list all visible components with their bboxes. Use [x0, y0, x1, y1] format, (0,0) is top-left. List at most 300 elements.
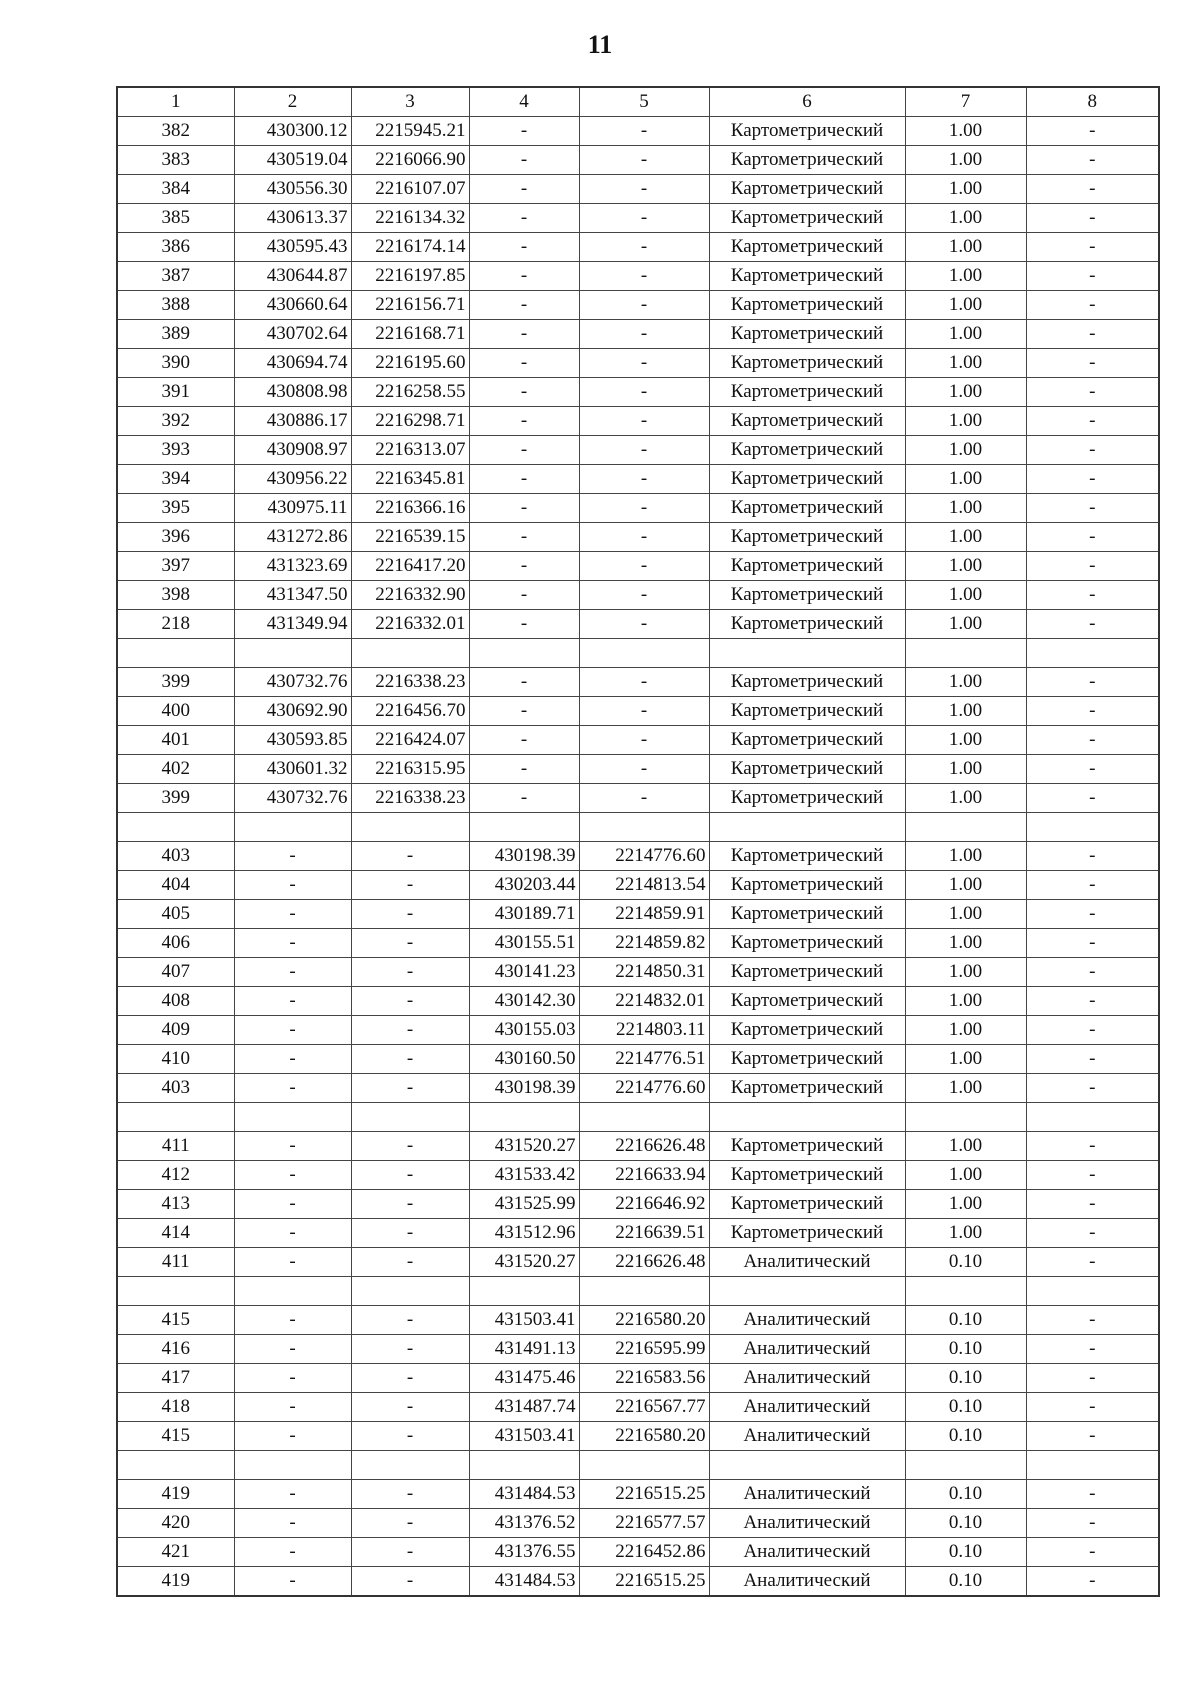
- cell-col-4: -: [469, 465, 579, 494]
- cell-col-5: -: [579, 117, 709, 146]
- cell-col-2: -: [234, 929, 351, 958]
- cell-col-1: 393: [117, 436, 234, 465]
- cell-col-6: Картометрический: [709, 581, 905, 610]
- cell-col-1: 388: [117, 291, 234, 320]
- empty-cell: [579, 813, 709, 842]
- cell-col-6: Картометрический: [709, 465, 905, 494]
- cell-col-6: Картометрический: [709, 407, 905, 436]
- cell-col-6: Картометрический: [709, 929, 905, 958]
- cell-col-6: Картометрический: [709, 1132, 905, 1161]
- cell-col-2: 430702.64: [234, 320, 351, 349]
- cell-col-7: 0.10: [905, 1393, 1026, 1422]
- empty-cell: [579, 639, 709, 668]
- cell-col-6: Аналитический: [709, 1364, 905, 1393]
- cell-col-7: 1.00: [905, 320, 1026, 349]
- cell-col-8: -: [1026, 291, 1159, 320]
- empty-cell: [469, 639, 579, 668]
- cell-col-4: 431520.27: [469, 1132, 579, 1161]
- table-row: [117, 1248, 1159, 1277]
- cell-col-3: 2215945.21: [351, 117, 469, 146]
- cell-col-3: 2216315.95: [351, 755, 469, 784]
- cell-col-5: -: [579, 436, 709, 465]
- cell-col-1: 409: [117, 1016, 234, 1045]
- cell-col-4: -: [469, 523, 579, 552]
- cell-col-7: 1.00: [905, 755, 1026, 784]
- cell-col-8: -: [1026, 1045, 1159, 1074]
- table-row: [117, 1306, 1159, 1335]
- table-row: [117, 494, 1159, 523]
- cell-col-4: 430142.30: [469, 987, 579, 1016]
- cell-col-2: -: [234, 1335, 351, 1364]
- cell-col-7: 1.00: [905, 958, 1026, 987]
- column-header-5: 5: [579, 87, 709, 117]
- cell-col-7: 1.00: [905, 610, 1026, 639]
- cell-col-5: -: [579, 407, 709, 436]
- cell-col-8: -: [1026, 987, 1159, 1016]
- cell-col-3: -: [351, 842, 469, 871]
- cell-col-1: 406: [117, 929, 234, 958]
- cell-col-7: 1.00: [905, 146, 1026, 175]
- cell-col-7: 1.00: [905, 726, 1026, 755]
- empty-cell: [579, 1103, 709, 1132]
- cell-col-4: -: [469, 175, 579, 204]
- cell-col-6: Картометрический: [709, 204, 905, 233]
- empty-cell: [351, 1103, 469, 1132]
- cell-col-4: 431376.52: [469, 1509, 579, 1538]
- cell-col-1: 415: [117, 1306, 234, 1335]
- empty-cell: [117, 1103, 234, 1132]
- cell-col-3: -: [351, 958, 469, 987]
- cell-col-2: -: [234, 1306, 351, 1335]
- cell-col-7: 1.00: [905, 407, 1026, 436]
- cell-col-1: 396: [117, 523, 234, 552]
- table-row: [117, 436, 1159, 465]
- cell-col-1: 408: [117, 987, 234, 1016]
- cell-col-3: -: [351, 1422, 469, 1451]
- table-row: [117, 842, 1159, 871]
- cell-col-2: 430694.74: [234, 349, 351, 378]
- cell-col-5: -: [579, 233, 709, 262]
- cell-col-6: Аналитический: [709, 1335, 905, 1364]
- cell-col-6: Картометрический: [709, 842, 905, 871]
- column-header-1: 1: [117, 87, 234, 117]
- cell-col-3: 2216338.23: [351, 784, 469, 813]
- cell-col-1: 399: [117, 668, 234, 697]
- cell-col-4: 431520.27: [469, 1248, 579, 1277]
- empty-cell: [709, 1277, 905, 1306]
- table-row: [117, 233, 1159, 262]
- cell-col-3: -: [351, 1074, 469, 1103]
- cell-col-5: -: [579, 784, 709, 813]
- cell-col-5: 2214803.11: [579, 1016, 709, 1045]
- cell-col-6: Аналитический: [709, 1393, 905, 1422]
- cell-col-1: 403: [117, 842, 234, 871]
- table-row: [117, 1074, 1159, 1103]
- table-row: [117, 465, 1159, 494]
- cell-col-1: 417: [117, 1364, 234, 1393]
- cell-col-8: -: [1026, 1190, 1159, 1219]
- cell-col-3: -: [351, 1335, 469, 1364]
- cell-col-1: 385: [117, 204, 234, 233]
- empty-cell: [117, 639, 234, 668]
- cell-col-4: 431475.46: [469, 1364, 579, 1393]
- cell-col-5: -: [579, 204, 709, 233]
- cell-col-5: 2216595.99: [579, 1335, 709, 1364]
- cell-col-3: -: [351, 900, 469, 929]
- table-row: [117, 146, 1159, 175]
- section-separator-row: [117, 813, 1159, 842]
- empty-cell: [234, 1103, 351, 1132]
- cell-col-3: -: [351, 1306, 469, 1335]
- cell-col-2: -: [234, 1422, 351, 1451]
- cell-col-2: -: [234, 1190, 351, 1219]
- table-row: [117, 958, 1159, 987]
- cell-col-2: -: [234, 1161, 351, 1190]
- empty-cell: [234, 1451, 351, 1480]
- cell-col-3: 2216156.71: [351, 291, 469, 320]
- cell-col-8: -: [1026, 523, 1159, 552]
- cell-col-2: 430732.76: [234, 668, 351, 697]
- cell-col-1: 394: [117, 465, 234, 494]
- cell-col-3: 2216338.23: [351, 668, 469, 697]
- cell-col-1: 402: [117, 755, 234, 784]
- cell-col-6: Картометрический: [709, 784, 905, 813]
- cell-col-7: 0.10: [905, 1364, 1026, 1393]
- cell-col-5: -: [579, 755, 709, 784]
- cell-col-5: 2214850.31: [579, 958, 709, 987]
- cell-col-5: 2216626.48: [579, 1248, 709, 1277]
- cell-col-3: 2216417.20: [351, 552, 469, 581]
- cell-col-7: 1.00: [905, 1045, 1026, 1074]
- cell-col-5: -: [579, 726, 709, 755]
- column-header-6: 6: [709, 87, 905, 117]
- cell-col-3: -: [351, 1248, 469, 1277]
- cell-col-5: -: [579, 291, 709, 320]
- cell-col-8: -: [1026, 1016, 1159, 1045]
- cell-col-2: 430660.64: [234, 291, 351, 320]
- table-row: [117, 871, 1159, 900]
- cell-col-8: -: [1026, 900, 1159, 929]
- table-row: [117, 117, 1159, 146]
- cell-col-4: -: [469, 494, 579, 523]
- cell-col-6: Картометрический: [709, 146, 905, 175]
- cell-col-3: -: [351, 1045, 469, 1074]
- table-row: [117, 610, 1159, 639]
- cell-col-3: 2216174.14: [351, 233, 469, 262]
- cell-col-8: -: [1026, 320, 1159, 349]
- cell-col-4: 431484.53: [469, 1480, 579, 1509]
- column-header-2: 2: [234, 87, 351, 117]
- cell-col-7: 0.10: [905, 1422, 1026, 1451]
- cell-col-8: -: [1026, 929, 1159, 958]
- cell-col-6: Картометрический: [709, 610, 905, 639]
- table-row: [117, 291, 1159, 320]
- cell-col-5: -: [579, 349, 709, 378]
- cell-col-3: -: [351, 1480, 469, 1509]
- cell-col-8: -: [1026, 262, 1159, 291]
- cell-col-7: 1.00: [905, 436, 1026, 465]
- column-header-4: 4: [469, 87, 579, 117]
- table-row: [117, 1161, 1159, 1190]
- cell-col-4: 430198.39: [469, 842, 579, 871]
- cell-col-7: 1.00: [905, 1016, 1026, 1045]
- cell-col-7: 0.10: [905, 1509, 1026, 1538]
- cell-col-8: -: [1026, 581, 1159, 610]
- table-row: [117, 1364, 1159, 1393]
- table-row: [117, 668, 1159, 697]
- cell-col-3: 2216258.55: [351, 378, 469, 407]
- table-row: [117, 523, 1159, 552]
- cell-col-3: 2216195.60: [351, 349, 469, 378]
- cell-col-3: 2216456.70: [351, 697, 469, 726]
- cell-col-7: 1.00: [905, 465, 1026, 494]
- cell-col-4: 430203.44: [469, 871, 579, 900]
- table-row: [117, 929, 1159, 958]
- cell-col-8: -: [1026, 1132, 1159, 1161]
- table-row: [117, 175, 1159, 204]
- cell-col-2: 431272.86: [234, 523, 351, 552]
- cell-col-3: -: [351, 1509, 469, 1538]
- cell-col-8: -: [1026, 1161, 1159, 1190]
- cell-col-1: 395: [117, 494, 234, 523]
- cell-col-5: -: [579, 494, 709, 523]
- cell-col-4: -: [469, 233, 579, 262]
- table-body: [117, 117, 1159, 1597]
- cell-col-6: Картометрический: [709, 987, 905, 1016]
- cell-col-5: -: [579, 668, 709, 697]
- table-row: [117, 697, 1159, 726]
- empty-cell: [234, 639, 351, 668]
- cell-col-7: 1.00: [905, 1190, 1026, 1219]
- cell-col-2: -: [234, 1132, 351, 1161]
- cell-col-5: 2216583.56: [579, 1364, 709, 1393]
- cell-col-1: 416: [117, 1335, 234, 1364]
- cell-col-7: 0.10: [905, 1335, 1026, 1364]
- cell-col-1: 415: [117, 1422, 234, 1451]
- table-row: [117, 1538, 1159, 1567]
- cell-col-7: 0.10: [905, 1248, 1026, 1277]
- cell-col-8: -: [1026, 233, 1159, 262]
- cell-col-3: -: [351, 1219, 469, 1248]
- empty-cell: [234, 1277, 351, 1306]
- cell-col-6: Картометрический: [709, 668, 905, 697]
- cell-col-1: 404: [117, 871, 234, 900]
- cell-col-2: 430556.30: [234, 175, 351, 204]
- cell-col-1: 411: [117, 1248, 234, 1277]
- cell-col-6: Картометрический: [709, 755, 905, 784]
- cell-col-4: 431484.53: [469, 1567, 579, 1597]
- cell-col-8: -: [1026, 1074, 1159, 1103]
- cell-col-8: -: [1026, 349, 1159, 378]
- cell-col-2: 430601.32: [234, 755, 351, 784]
- cell-col-6: Картометрический: [709, 117, 905, 146]
- cell-col-7: 1.00: [905, 1161, 1026, 1190]
- cell-col-6: Аналитический: [709, 1422, 905, 1451]
- cell-col-5: 2216639.51: [579, 1219, 709, 1248]
- cell-col-2: -: [234, 842, 351, 871]
- empty-cell: [709, 1451, 905, 1480]
- cell-col-1: 391: [117, 378, 234, 407]
- empty-cell: [469, 1277, 579, 1306]
- table-row: [117, 1219, 1159, 1248]
- table-row: [117, 407, 1159, 436]
- empty-cell: [905, 639, 1026, 668]
- cell-col-3: 2216332.01: [351, 610, 469, 639]
- cell-col-2: -: [234, 1045, 351, 1074]
- cell-col-8: -: [1026, 436, 1159, 465]
- cell-col-8: -: [1026, 378, 1159, 407]
- cell-col-6: Аналитический: [709, 1480, 905, 1509]
- table-row: [117, 1509, 1159, 1538]
- cell-col-5: 2216633.94: [579, 1161, 709, 1190]
- cell-col-3: 2216345.81: [351, 465, 469, 494]
- empty-cell: [905, 1451, 1026, 1480]
- cell-col-7: 1.00: [905, 842, 1026, 871]
- cell-col-8: -: [1026, 784, 1159, 813]
- cell-col-2: -: [234, 958, 351, 987]
- cell-col-2: 431349.94: [234, 610, 351, 639]
- table-row: [117, 349, 1159, 378]
- cell-col-4: -: [469, 784, 579, 813]
- section-separator-row: [117, 1451, 1159, 1480]
- cell-col-5: 2216577.57: [579, 1509, 709, 1538]
- cell-col-3: 2216313.07: [351, 436, 469, 465]
- cell-col-6: Аналитический: [709, 1538, 905, 1567]
- coordinates-table: [116, 86, 1160, 1597]
- cell-col-7: 0.10: [905, 1480, 1026, 1509]
- empty-cell: [234, 813, 351, 842]
- cell-col-1: 389: [117, 320, 234, 349]
- section-separator-row: [117, 1277, 1159, 1306]
- cell-col-1: 413: [117, 1190, 234, 1219]
- cell-col-1: 407: [117, 958, 234, 987]
- cell-col-5: 2214859.91: [579, 900, 709, 929]
- cell-col-3: 2216197.85: [351, 262, 469, 291]
- cell-col-6: Картометрический: [709, 291, 905, 320]
- cell-col-4: -: [469, 697, 579, 726]
- table-row: [117, 1480, 1159, 1509]
- empty-cell: [351, 1277, 469, 1306]
- cell-col-4: 431512.96: [469, 1219, 579, 1248]
- cell-col-3: -: [351, 1567, 469, 1597]
- cell-col-6: Картометрический: [709, 523, 905, 552]
- cell-col-3: 2216066.90: [351, 146, 469, 175]
- table-row: [117, 1335, 1159, 1364]
- table-row: [117, 987, 1159, 1016]
- cell-col-1: 218: [117, 610, 234, 639]
- cell-col-2: -: [234, 1538, 351, 1567]
- cell-col-2: 430613.37: [234, 204, 351, 233]
- cell-col-5: 2216515.25: [579, 1480, 709, 1509]
- cell-col-1: 403: [117, 1074, 234, 1103]
- cell-col-3: 2216332.90: [351, 581, 469, 610]
- cell-col-4: -: [469, 291, 579, 320]
- header-row: [117, 87, 1159, 117]
- cell-col-6: Картометрический: [709, 1190, 905, 1219]
- cell-col-1: 398: [117, 581, 234, 610]
- cell-col-8: -: [1026, 1538, 1159, 1567]
- cell-col-8: -: [1026, 1306, 1159, 1335]
- empty-cell: [1026, 1451, 1159, 1480]
- table-row: [117, 755, 1159, 784]
- cell-col-2: 430808.98: [234, 378, 351, 407]
- cell-col-2: -: [234, 1248, 351, 1277]
- cell-col-4: 431376.55: [469, 1538, 579, 1567]
- cell-col-4: -: [469, 610, 579, 639]
- cell-col-2: 430956.22: [234, 465, 351, 494]
- empty-cell: [469, 813, 579, 842]
- empty-cell: [709, 813, 905, 842]
- cell-col-1: 419: [117, 1480, 234, 1509]
- cell-col-4: -: [469, 349, 579, 378]
- cell-col-3: -: [351, 1190, 469, 1219]
- empty-cell: [469, 1451, 579, 1480]
- table-row: [117, 320, 1159, 349]
- cell-col-4: 430155.03: [469, 1016, 579, 1045]
- cell-col-8: -: [1026, 465, 1159, 494]
- cell-col-4: -: [469, 668, 579, 697]
- cell-col-5: 2214813.54: [579, 871, 709, 900]
- cell-col-1: 400: [117, 697, 234, 726]
- cell-col-3: -: [351, 1538, 469, 1567]
- cell-col-4: 431503.41: [469, 1306, 579, 1335]
- cell-col-4: 430160.50: [469, 1045, 579, 1074]
- cell-col-8: -: [1026, 1509, 1159, 1538]
- cell-col-8: -: [1026, 407, 1159, 436]
- cell-col-1: 392: [117, 407, 234, 436]
- cell-col-4: -: [469, 146, 579, 175]
- cell-col-2: 430300.12: [234, 117, 351, 146]
- cell-col-2: -: [234, 1219, 351, 1248]
- cell-col-6: Картометрический: [709, 871, 905, 900]
- cell-col-3: 2216298.71: [351, 407, 469, 436]
- cell-col-8: -: [1026, 1219, 1159, 1248]
- cell-col-7: 1.00: [905, 987, 1026, 1016]
- cell-col-6: Картометрический: [709, 233, 905, 262]
- cell-col-6: Картометрический: [709, 349, 905, 378]
- cell-col-6: Картометрический: [709, 552, 905, 581]
- cell-col-4: -: [469, 755, 579, 784]
- cell-col-1: 383: [117, 146, 234, 175]
- empty-cell: [1026, 1103, 1159, 1132]
- cell-col-3: -: [351, 987, 469, 1016]
- section-separator-row: [117, 639, 1159, 668]
- cell-col-7: 0.10: [905, 1538, 1026, 1567]
- empty-cell: [709, 1103, 905, 1132]
- table-row: [117, 1393, 1159, 1422]
- cell-col-5: 2216580.20: [579, 1422, 709, 1451]
- table-row: [117, 552, 1159, 581]
- cell-col-3: -: [351, 929, 469, 958]
- empty-cell: [117, 813, 234, 842]
- table-row: [117, 204, 1159, 233]
- cell-col-1: 390: [117, 349, 234, 378]
- cell-col-8: -: [1026, 146, 1159, 175]
- table-row: [117, 1567, 1159, 1597]
- cell-col-2: 430644.87: [234, 262, 351, 291]
- cell-col-5: 2214776.51: [579, 1045, 709, 1074]
- cell-col-6: Картометрический: [709, 958, 905, 987]
- cell-col-2: -: [234, 1074, 351, 1103]
- cell-col-2: -: [234, 1016, 351, 1045]
- cell-col-6: Картометрический: [709, 697, 905, 726]
- cell-col-6: Картометрический: [709, 726, 905, 755]
- table-row: [117, 378, 1159, 407]
- cell-col-3: -: [351, 1132, 469, 1161]
- cell-col-5: -: [579, 465, 709, 494]
- cell-col-4: 431525.99: [469, 1190, 579, 1219]
- empty-cell: [905, 1277, 1026, 1306]
